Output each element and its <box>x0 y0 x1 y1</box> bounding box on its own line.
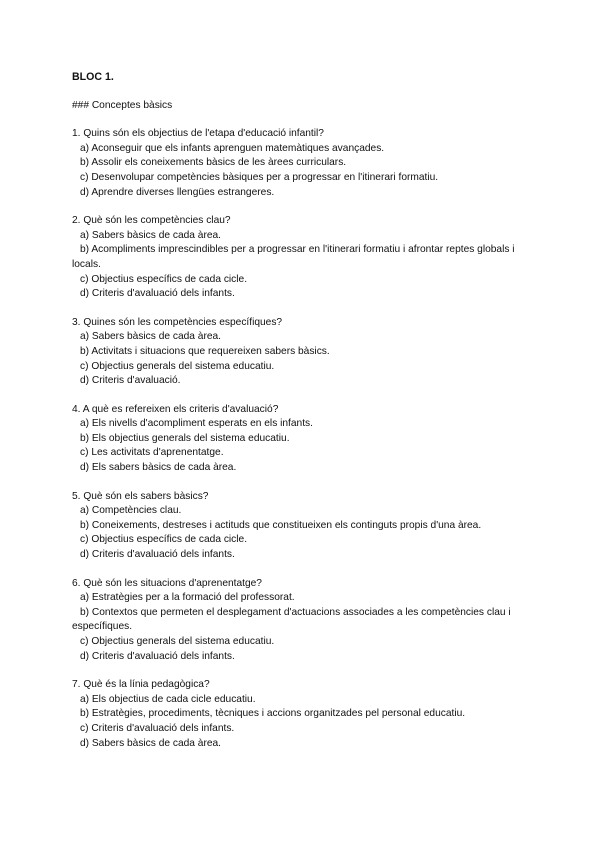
option-b: b) Coneixements, destreses i actituds que constitueixen els continguts propis d'una àrea. <box>80 519 482 531</box>
question-text: 6. Què són les situacions d'aprenentatge? <box>72 577 262 589</box>
option-a: a) Sabers bàsics de cada àrea. <box>80 229 222 241</box>
option-a: a) Els nivells d'acompliment esperats en els infants. <box>80 418 313 430</box>
question-3 <box>72 316 532 389</box>
option-a: a) Els objectius de cada cicle educatiu. <box>80 693 256 705</box>
option-a: a) Sabers bàsics de cada àrea. <box>80 331 222 343</box>
question-text: 2. Què són les competències clau? <box>72 215 231 227</box>
question-text: 3. Quines són les competències específiques? <box>72 316 283 328</box>
option-a: a) Aconseguir que els infants aprenguen matemàtiques avançades. <box>80 142 385 154</box>
option-b: b) Activitats i situacions que requereixen sabers bàsics. <box>80 345 330 357</box>
option-c: c) Objectius específics de cada cicle. <box>80 534 248 546</box>
question-4 <box>72 403 532 476</box>
option-c: c) Desenvolupar competències bàsiques per a progressar en l'itinerari formatiu. <box>80 171 439 183</box>
question-1 <box>72 127 532 200</box>
question-7 <box>72 678 532 751</box>
question-text: 1. Quins són els objectius de l'etapa d'educació infantil? <box>72 128 324 140</box>
question-6 <box>72 577 532 665</box>
option-b: b) Contextos que permeten el desplegament d'actuacions associades a les competències clau i específiques. <box>72 606 511 633</box>
option-d: d) Aprendre diverses llengües estrangeres. <box>80 186 275 198</box>
option-b: b) Acompliments imprescindibles per a progressar en l'itinerari formatiu i afrontar reptes globals i locals. <box>72 244 515 270</box>
option-d: d) Els sabers bàsics de cada àrea. <box>80 462 237 474</box>
question-text: 7. Què és la línia pedagògica? <box>72 679 210 691</box>
option-b: b) Assolir els coneixements bàsics de les àrees curriculars. <box>80 157 347 169</box>
option-a: a) Estratègies per a la formació del professorat. <box>80 592 295 604</box>
option-c: c) Objectius generals del sistema educatiu. <box>80 360 275 372</box>
section-heading: ### Conceptes bàsics <box>72 99 173 111</box>
option-c: c) Objectius específics de cada cicle. <box>80 273 248 285</box>
option-b: b) Els objectius generals del sistema educatiu. <box>80 432 290 444</box>
option-d: d) Criteris d'avaluació dels infants. <box>80 288 235 300</box>
question-5 <box>72 490 532 563</box>
question-2 <box>72 214 532 302</box>
option-c: c) Les activitats d'aprenentatge. <box>80 447 224 459</box>
option-c: c) Objectius generals del sistema educatiu. <box>80 636 275 647</box>
option-d: d) Criteris d'avaluació. <box>80 375 181 387</box>
option-d: d) Sabers bàsics de cada àrea. <box>80 737 222 749</box>
option-a: a) Competències clau. <box>80 505 182 517</box>
question-text: 5. Què són els sabers bàsics? <box>72 490 209 502</box>
document-content <box>72 70 532 765</box>
option-c: c) Criteris d'avaluació dels infants. <box>80 722 235 734</box>
option-d: d) Criteris d'avaluació dels infants. <box>80 549 235 561</box>
option-d: d) Criteris d'avaluació dels infants. <box>80 650 235 662</box>
question-text: 4. A què es refereixen els criteris d'avaluació? <box>72 403 279 415</box>
option-b: b) Estratègies, procediments, tècniques i accions organitzades pel personal educatiu. <box>80 708 466 720</box>
bloc-title: BLOC 1. <box>72 71 114 83</box>
